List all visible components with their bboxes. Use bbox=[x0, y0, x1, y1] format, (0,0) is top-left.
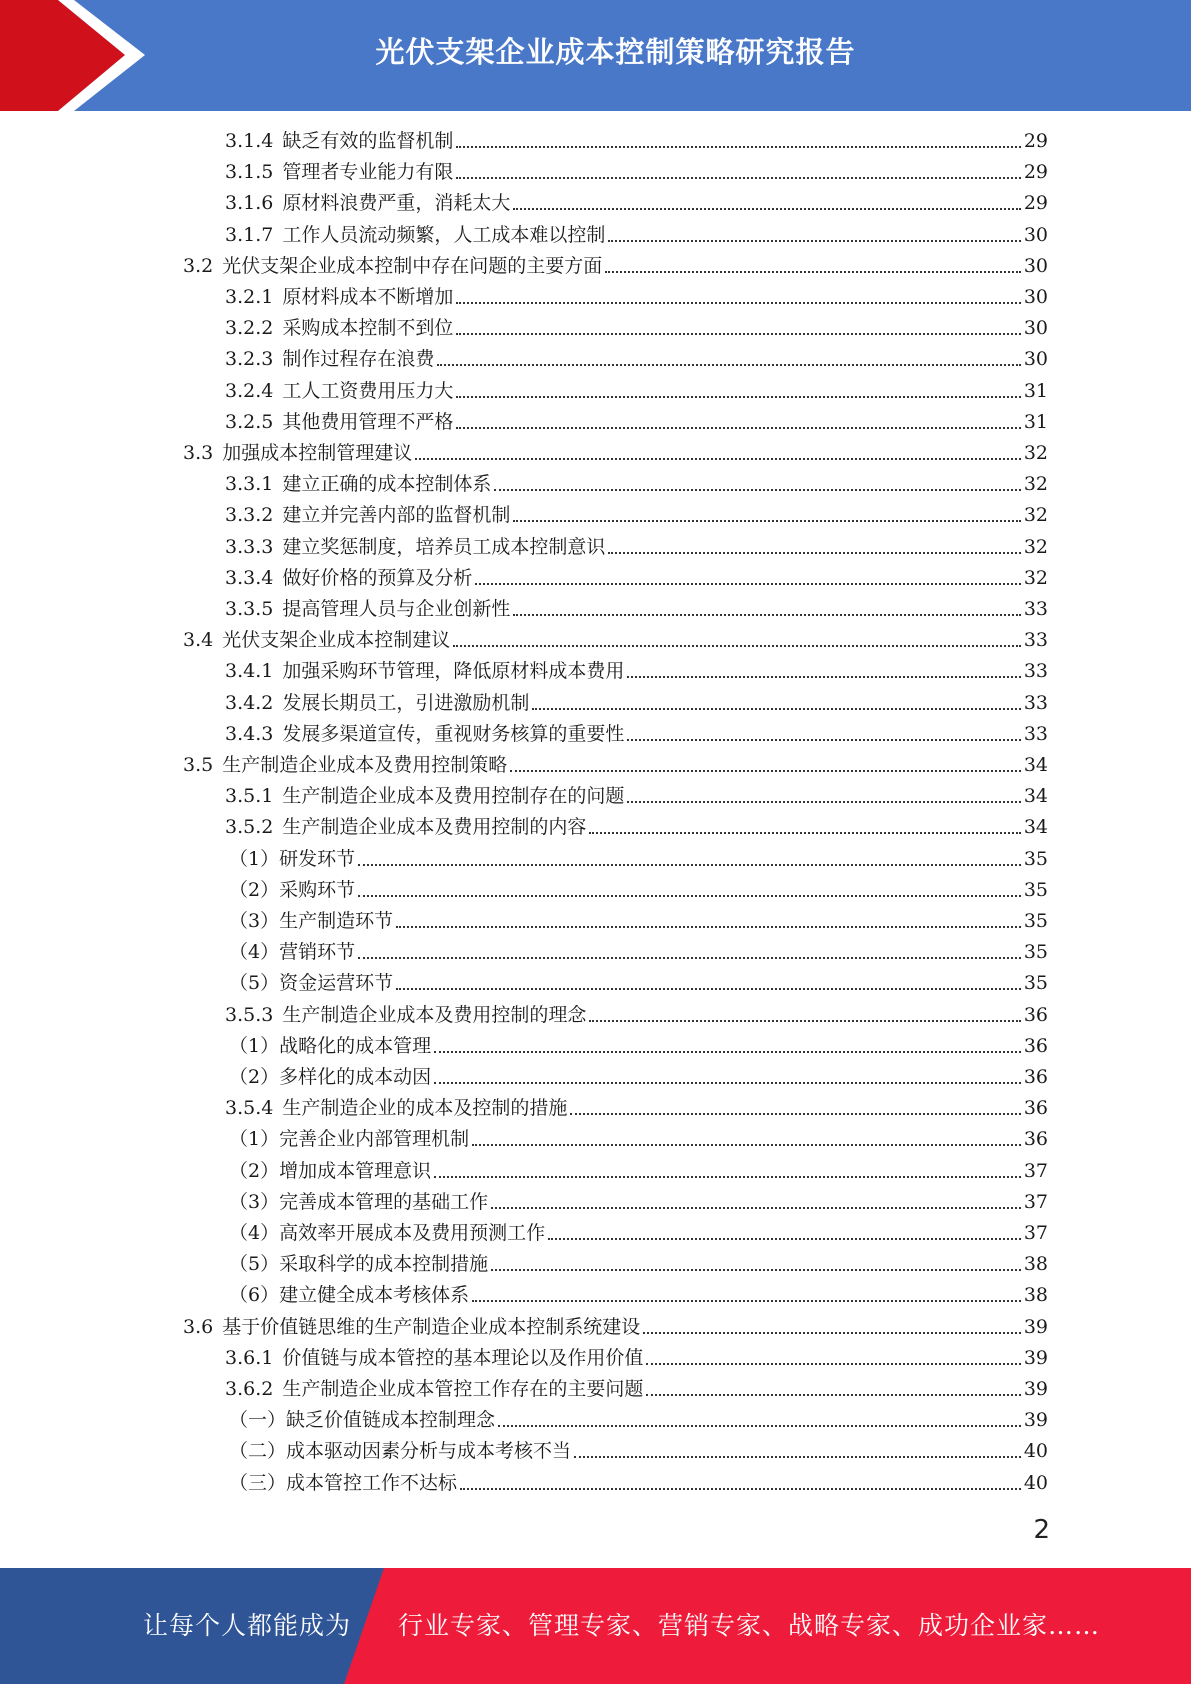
toc-entry-page: 40 bbox=[1023, 1440, 1048, 1463]
toc-leader-dots bbox=[358, 864, 1021, 866]
toc-entry-page: 39 bbox=[1023, 1315, 1048, 1338]
toc-entry[interactable] bbox=[229, 968, 1048, 999]
toc-entry-title: 工人工资费用压力大 bbox=[282, 379, 454, 402]
toc-leader-dots bbox=[646, 1394, 1020, 1396]
toc-entry-page: 38 bbox=[1023, 1284, 1048, 1307]
toc-entry-title: 其他费用管理不严格 bbox=[282, 410, 454, 433]
toc-entry[interactable] bbox=[229, 1218, 1048, 1249]
page-header bbox=[0, 0, 1191, 111]
toc-entry-page: 36 bbox=[1023, 1003, 1048, 1026]
toc-entry-label bbox=[225, 313, 453, 344]
toc-entry-title: 提高管理人员与企业创新性 bbox=[282, 598, 511, 620]
toc-entry-page: 38 bbox=[1023, 1253, 1048, 1276]
toc-leader-dots bbox=[437, 364, 1020, 366]
toc-entry[interactable] bbox=[225, 376, 1048, 407]
toc-entry-label bbox=[229, 906, 393, 937]
toc-entry-label bbox=[225, 563, 472, 594]
toc-entry-title: （1）完善企业内部管理机制 bbox=[229, 1128, 470, 1151]
toc-leader-dots bbox=[475, 583, 1020, 585]
toc-entry-title: 原材料浪费严重，消耗太大 bbox=[282, 192, 511, 215]
toc-entry-title: 基于价值链思维的生产制造企业成本控制系统建设 bbox=[222, 1315, 641, 1338]
toc-leader-dots bbox=[396, 926, 1021, 928]
toc-entry-title: 建立奖惩制度，培养员工成本控制意识 bbox=[282, 535, 606, 558]
toc-entry-title: （2）增加成本管理意识 bbox=[229, 1159, 432, 1182]
toc-leader-dots bbox=[627, 739, 1020, 741]
toc-entry-label bbox=[225, 407, 453, 438]
toc-leader-dots bbox=[456, 427, 1020, 429]
toc-entry-title: 采购成本控制不到位 bbox=[282, 317, 454, 340]
toc-entry-number: 3.4.3 bbox=[225, 722, 274, 745]
toc-entry-page: 36 bbox=[1023, 1128, 1048, 1151]
toc-entry-label bbox=[225, 376, 453, 407]
page-number: 2 bbox=[1033, 1515, 1050, 1545]
toc-entry-page: 34 bbox=[1023, 785, 1048, 808]
toc-entry-title: 生产制造企业的成本及控制的措施 bbox=[282, 1097, 568, 1120]
toc-leader-dots bbox=[513, 614, 1020, 616]
toc-entry-number: 3.2.1 bbox=[225, 286, 274, 308]
toc-entry-label bbox=[229, 1062, 431, 1093]
toc-entry[interactable] bbox=[183, 750, 1048, 781]
toc-entry-page: 40 bbox=[1023, 1471, 1048, 1494]
toc-entry-title: 管理者专业能力有限 bbox=[282, 161, 454, 184]
toc-leader-dots bbox=[456, 333, 1020, 335]
toc-entry-label bbox=[225, 220, 605, 251]
toc-entry-title: 生产制造企业成本及费用控制策略 bbox=[222, 754, 508, 776]
toc-entry-page: 31 bbox=[1023, 410, 1048, 433]
toc-leader-dots bbox=[396, 988, 1021, 990]
toc-entry-title: 做好价格的预算及分析 bbox=[282, 566, 473, 589]
toc-entry[interactable] bbox=[183, 251, 1048, 282]
toc-leader-dots bbox=[456, 146, 1020, 148]
toc-entry-page: 32 bbox=[1023, 442, 1048, 464]
toc-entry-page: 36 bbox=[1023, 1034, 1048, 1057]
toc-entry-page: 36 bbox=[1023, 1097, 1048, 1120]
toc-entry-page: 32 bbox=[1023, 566, 1048, 589]
toc-entry-number: 3.1.5 bbox=[225, 161, 274, 184]
report-title: 光伏支架企业成本控制策略研究报告 bbox=[375, 35, 856, 69]
toc-entry[interactable] bbox=[225, 469, 1048, 500]
toc-entry[interactable] bbox=[229, 1156, 1048, 1187]
toc-entry-title: 工作人员流动频繁，人工成本难以控制 bbox=[282, 223, 606, 246]
toc-leader-dots bbox=[434, 1082, 1021, 1084]
toc-entry-label bbox=[183, 251, 602, 282]
toc-entry-number: 3.6 bbox=[183, 1315, 214, 1338]
toc-entry[interactable] bbox=[225, 157, 1048, 188]
toc-entry-title: 价值链与成本管控的基本理论以及作用价值 bbox=[282, 1346, 644, 1369]
toc-leader-dots bbox=[456, 302, 1020, 304]
toc-entry-number: 3.2.4 bbox=[225, 379, 274, 402]
toc-entry-number: 3.1.6 bbox=[225, 192, 274, 215]
toc-entry[interactable] bbox=[229, 1436, 1048, 1467]
toc-entry[interactable] bbox=[225, 1093, 1048, 1124]
toc-entry[interactable] bbox=[229, 906, 1048, 937]
toc-leader-dots bbox=[434, 1176, 1021, 1178]
toc-entry-page: 29 bbox=[1023, 161, 1048, 184]
toc-entry-label bbox=[225, 719, 624, 750]
toc-entry-number: 3.5.2 bbox=[225, 816, 274, 839]
toc-entry-label bbox=[229, 1249, 488, 1280]
toc-entry[interactable] bbox=[229, 1031, 1048, 1062]
toc-entry[interactable] bbox=[225, 563, 1048, 594]
toc-entry-label bbox=[229, 875, 355, 906]
toc-entry-label bbox=[225, 1000, 586, 1031]
toc-entry-title: （2）采购环节 bbox=[229, 878, 356, 901]
toc-entry-number: 3.2.2 bbox=[225, 317, 274, 340]
toc-leader-dots bbox=[646, 1363, 1020, 1365]
toc-leader-dots bbox=[460, 1488, 1021, 1490]
toc-entry-number: 3.1.7 bbox=[225, 223, 274, 246]
toc-leader-dots bbox=[589, 832, 1020, 834]
toc-leader-dots bbox=[513, 208, 1020, 210]
toc-entry-number: 3.3.3 bbox=[225, 535, 274, 558]
toc-entry-number: 3.5.4 bbox=[225, 1097, 274, 1120]
toc-entry-title: （一）缺乏价值链成本控制理念 bbox=[229, 1409, 496, 1432]
toc-leader-dots bbox=[513, 520, 1020, 522]
toc-entry-label bbox=[183, 438, 412, 469]
toc-entry-title: （1）研发环节 bbox=[229, 847, 356, 870]
footer-slogan-left: 让每个人都能成为 bbox=[143, 1611, 352, 1640]
toc-entry-label bbox=[183, 750, 507, 781]
toc-entry-label bbox=[225, 1374, 643, 1405]
toc-entry-page: 32 bbox=[1023, 473, 1048, 496]
toc-entry-label bbox=[229, 1156, 431, 1187]
toc-entry-label bbox=[229, 1124, 469, 1155]
toc-entry[interactable] bbox=[229, 875, 1048, 906]
toc-entry-title: （4）高效率开展成本及费用预测工作 bbox=[229, 1222, 546, 1244]
toc-entry-page: 30 bbox=[1023, 317, 1048, 340]
toc-entry[interactable] bbox=[229, 1280, 1048, 1311]
toc-entry-title: 建立正确的成本控制体系 bbox=[282, 473, 492, 496]
toc-leader-dots bbox=[574, 1456, 1021, 1458]
toc-entry-label bbox=[229, 1468, 457, 1499]
toc-entry[interactable] bbox=[225, 188, 1048, 219]
toc-entry-number: 3.4 bbox=[183, 629, 214, 652]
toc-leader-dots bbox=[434, 1051, 1021, 1053]
toc-entry-label bbox=[225, 781, 624, 812]
toc-entry-number: 3.5 bbox=[183, 754, 214, 776]
toc-entry-label bbox=[225, 594, 510, 625]
toc-entry-title: （二）成本驱动因素分析与成本考核不当 bbox=[229, 1440, 572, 1463]
toc-entry-title: （3）完善成本管理的基础工作 bbox=[229, 1190, 489, 1213]
toc-leader-dots bbox=[498, 1425, 1021, 1427]
toc-entry-number: 3.2 bbox=[183, 254, 214, 277]
toc-entry-label bbox=[225, 812, 586, 843]
toc-entry-page: 37 bbox=[1023, 1159, 1048, 1182]
toc-entry-title: 制作过程存在浪费 bbox=[282, 348, 435, 371]
toc-entry-title: （2）多样化的成本动因 bbox=[229, 1066, 432, 1088]
toc-entry-number: 3.2.3 bbox=[225, 348, 274, 371]
toc-entry-title: 生产制造企业成本管控工作存在的主要问题 bbox=[282, 1378, 644, 1400]
toc-entry-label bbox=[225, 126, 453, 157]
toc-leader-dots bbox=[456, 177, 1020, 179]
toc-entry-page: 35 bbox=[1023, 941, 1048, 964]
toc-leader-dots bbox=[608, 552, 1020, 554]
toc-entry-label bbox=[183, 625, 450, 656]
toc-leader-dots bbox=[510, 770, 1021, 772]
toc-entry-label bbox=[229, 1187, 488, 1218]
toc-leader-dots bbox=[453, 645, 1021, 647]
toc-entry-label bbox=[225, 656, 624, 687]
toc-entry-label bbox=[225, 1093, 567, 1124]
toc-leader-dots bbox=[589, 1020, 1020, 1022]
toc-entry-label bbox=[229, 1218, 545, 1249]
toc-entry-number: 3.2.5 bbox=[225, 410, 274, 433]
toc-entry-label bbox=[229, 1031, 431, 1062]
toc-entry-title: （3）生产制造环节 bbox=[229, 910, 394, 932]
toc-entry-page: 39 bbox=[1023, 1346, 1048, 1369]
toc-entry-page: 36 bbox=[1023, 1066, 1048, 1088]
toc-leader-dots bbox=[643, 1332, 1021, 1334]
toc-entry-label bbox=[229, 844, 355, 875]
page-footer bbox=[0, 1568, 1191, 1684]
toc-entry-number: 3.6.1 bbox=[225, 1346, 274, 1369]
toc-entry-label bbox=[183, 1312, 640, 1343]
toc-entry-page: 34 bbox=[1023, 754, 1048, 776]
toc-entry-label bbox=[225, 469, 491, 500]
toc-entry-title: 光伏支架企业成本控制中存在问题的主要方面 bbox=[222, 254, 603, 277]
toc-entry[interactable] bbox=[225, 688, 1048, 719]
toc-entry-page: 37 bbox=[1023, 1222, 1048, 1244]
toc-entry[interactable] bbox=[229, 1124, 1048, 1155]
toc-entry[interactable] bbox=[225, 1343, 1048, 1374]
toc-entry-title: 生产制造企业成本及费用控制的理念 bbox=[282, 1003, 587, 1026]
toc-entry-label bbox=[225, 157, 453, 188]
toc-entry[interactable] bbox=[225, 594, 1048, 625]
toc-entry[interactable] bbox=[225, 1374, 1048, 1405]
toc-leader-dots bbox=[570, 1113, 1020, 1115]
toc-leader-dots bbox=[358, 895, 1021, 897]
toc-entry-page: 35 bbox=[1023, 878, 1048, 901]
toc-leader-dots bbox=[605, 271, 1021, 273]
toc-entry-number: 3.6.2 bbox=[225, 1378, 274, 1400]
toc-entry[interactable] bbox=[229, 1187, 1048, 1218]
toc-entry[interactable] bbox=[229, 1249, 1048, 1280]
toc-entry-title: 生产制造企业成本及费用控制的内容 bbox=[282, 816, 587, 839]
toc-leader-dots bbox=[491, 1269, 1021, 1271]
toc-entry-title: （6）建立健全成本考核体系 bbox=[229, 1284, 470, 1307]
toc-entry-page: 39 bbox=[1023, 1378, 1048, 1400]
toc-leader-dots bbox=[532, 708, 1020, 710]
toc-entry-number: 3.5.3 bbox=[225, 1003, 274, 1026]
toc-leader-dots bbox=[472, 1144, 1021, 1146]
toc-entry-number: 3.3.2 bbox=[225, 504, 274, 527]
toc-entry-title: 加强采购环节管理，降低原材料成本费用 bbox=[282, 660, 625, 683]
toc-entry-label bbox=[225, 500, 510, 531]
toc-entry-label bbox=[229, 968, 393, 999]
toc-entry-page: 30 bbox=[1023, 286, 1048, 308]
toc-entry[interactable] bbox=[225, 407, 1048, 438]
toc-entry[interactable] bbox=[225, 126, 1048, 157]
toc-entry-number: 3.4.2 bbox=[225, 691, 274, 714]
toc-entry[interactable] bbox=[183, 438, 1048, 469]
toc-entry-number: 3.4.1 bbox=[225, 660, 274, 683]
toc-entry[interactable] bbox=[225, 344, 1048, 375]
toc-entry-page: 35 bbox=[1023, 972, 1048, 995]
toc-entry-label bbox=[225, 344, 434, 375]
toc-entry-title: （5）资金运营环节 bbox=[229, 972, 394, 995]
toc-entry-label bbox=[225, 1343, 643, 1374]
toc-entry-title: （三）成本管控工作不达标 bbox=[229, 1471, 458, 1494]
toc-leader-dots bbox=[627, 801, 1020, 803]
toc-entry-number: 3.1.4 bbox=[225, 130, 274, 152]
toc-entry[interactable] bbox=[225, 282, 1048, 313]
toc-entry-page: 39 bbox=[1023, 1409, 1048, 1432]
toc-entry[interactable] bbox=[229, 937, 1048, 968]
toc-entry-page: 30 bbox=[1023, 348, 1048, 371]
toc-entry[interactable] bbox=[229, 844, 1048, 875]
toc-leader-dots bbox=[358, 957, 1021, 959]
toc-entry-title: 原材料成本不断增加 bbox=[282, 286, 454, 308]
toc-entry-label bbox=[225, 532, 605, 563]
toc-entry-number: 3.3.4 bbox=[225, 566, 274, 589]
toc-entry-title: （5）采取科学的成本控制措施 bbox=[229, 1253, 489, 1276]
toc-entry-page: 30 bbox=[1023, 223, 1048, 246]
toc-leader-dots bbox=[472, 1300, 1021, 1302]
toc-entry-page: 31 bbox=[1023, 379, 1048, 402]
footer-slogan-right: 行业专家、管理专家、营销专家、战略专家、成功企业家…… bbox=[398, 1611, 1101, 1640]
toc-entry-title: （4）营销环节 bbox=[229, 941, 356, 964]
toc-entry[interactable] bbox=[229, 1468, 1048, 1499]
toc-entry[interactable] bbox=[229, 1062, 1048, 1093]
toc-entry[interactable] bbox=[183, 625, 1048, 656]
toc-entry-page: 33 bbox=[1023, 629, 1048, 652]
toc-leader-dots bbox=[491, 1207, 1021, 1209]
toc-entry-title: 发展多渠道宣传，重视财务核算的重要性 bbox=[282, 722, 625, 745]
toc-leader-dots bbox=[456, 396, 1020, 398]
toc-entry-page: 35 bbox=[1023, 910, 1048, 932]
toc-entry-page: 30 bbox=[1023, 254, 1048, 277]
toc-entry-page: 29 bbox=[1023, 192, 1048, 215]
toc-entry-page: 33 bbox=[1023, 691, 1048, 714]
toc-entry[interactable] bbox=[225, 656, 1048, 687]
toc-leader-dots bbox=[494, 489, 1020, 491]
toc-entry-label bbox=[229, 1405, 495, 1436]
toc-entry-label bbox=[229, 1436, 571, 1467]
toc-entry-label bbox=[225, 688, 529, 719]
toc-entry-title: 缺乏有效的监督机制 bbox=[282, 130, 454, 152]
toc-entry-title: 建立并完善内部的监督机制 bbox=[282, 504, 511, 527]
toc-entry[interactable] bbox=[225, 220, 1048, 251]
toc-entry-title: 发展长期员工，引进激励机制 bbox=[282, 691, 530, 714]
toc-entry-page: 33 bbox=[1023, 598, 1048, 620]
toc-entry-page: 34 bbox=[1023, 816, 1048, 839]
toc-leader-dots bbox=[627, 676, 1020, 678]
toc-leader-dots bbox=[548, 1238, 1021, 1240]
toc-entry-number: 3.5.1 bbox=[225, 785, 274, 808]
toc-entry-page: 29 bbox=[1023, 130, 1048, 152]
toc-entry-label bbox=[225, 282, 453, 313]
toc-entry-page: 32 bbox=[1023, 504, 1048, 527]
toc-entry-number: 3.3.5 bbox=[225, 598, 274, 620]
toc-entry-number: 3.3.1 bbox=[225, 473, 274, 496]
toc-entry[interactable] bbox=[229, 1405, 1048, 1436]
toc-entry[interactable] bbox=[225, 812, 1048, 843]
toc-entry-label bbox=[229, 937, 355, 968]
toc-entry-page: 33 bbox=[1023, 660, 1048, 683]
toc-entry-title: （1）战略化的成本管理 bbox=[229, 1034, 432, 1057]
toc-entry[interactable] bbox=[225, 532, 1048, 563]
toc-entry[interactable] bbox=[225, 719, 1048, 750]
toc-entry-label bbox=[229, 1280, 469, 1311]
toc-entry-page: 37 bbox=[1023, 1190, 1048, 1213]
toc-entry-page: 32 bbox=[1023, 535, 1048, 558]
toc-entry[interactable] bbox=[225, 1000, 1048, 1031]
toc-entry[interactable] bbox=[183, 1312, 1048, 1343]
toc-entry[interactable] bbox=[225, 500, 1048, 531]
toc-leader-dots bbox=[415, 458, 1021, 460]
toc-entry-title: 光伏支架企业成本控制建议 bbox=[222, 629, 451, 652]
toc-leader-dots bbox=[608, 240, 1020, 242]
toc-entry-title: 加强成本控制管理建议 bbox=[222, 442, 413, 464]
toc-entry[interactable] bbox=[225, 781, 1048, 812]
toc-entry-number: 3.3 bbox=[183, 442, 214, 464]
toc-entry-label bbox=[225, 188, 510, 219]
toc-entry-page: 35 bbox=[1023, 847, 1048, 870]
toc-entry-page: 33 bbox=[1023, 722, 1048, 745]
toc-entry[interactable] bbox=[225, 313, 1048, 344]
toc-entry-title: 生产制造企业成本及费用控制存在的问题 bbox=[282, 785, 625, 808]
